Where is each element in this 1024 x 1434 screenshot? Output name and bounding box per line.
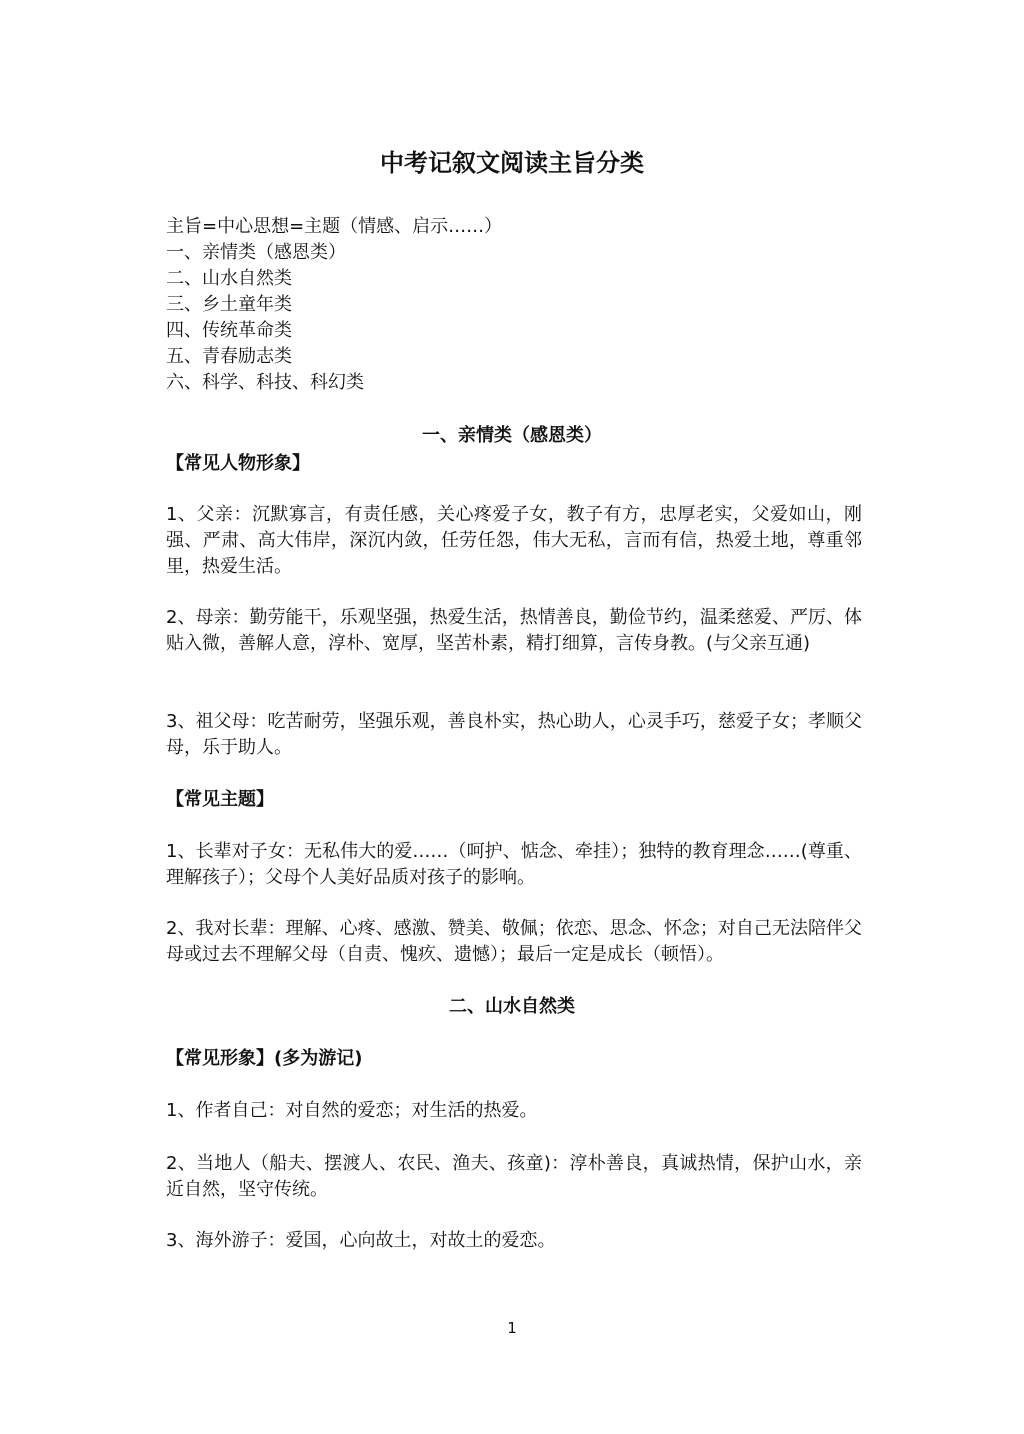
- category-list-item: 三、乡土童年类: [166, 294, 292, 315]
- paragraph-locals: 2、当地人（船夫、摆渡人、农民、渔夫、孩童)：淳朴善良，真诚热情，保护山水，亲近自然，坚守传统。: [166, 1153, 862, 1200]
- document-title: 中考记叙文阅读主旨分类: [380, 149, 644, 177]
- category-list-item: 四、传统革命类: [166, 320, 292, 341]
- subheading-characters: 【常见人物形象】: [166, 453, 310, 474]
- paragraph-grandparents: 3、祖父母：吃苦耐劳，坚强乐观，善良朴实，热心助人，心灵手巧，慈爱子女；孝顺父母，乐于助人。: [166, 711, 862, 758]
- paragraph-elders-to-children: 1、长辈对子女：无私伟大的爱……（呵护、惦念、牵挂）；独特的教育理念……(尊重、理解孩子）；父母个人美好品质对孩子的影响。: [166, 841, 862, 888]
- page-number: 1: [507, 1319, 517, 1337]
- paragraph-author-self: 1、作者自己：对自然的爱恋；对生活的热爱。: [166, 1100, 538, 1121]
- category-list-item: 五、青春励志类: [166, 346, 292, 367]
- theme-definition: 主旨=中心思想=主题（情感、启示……）: [166, 216, 503, 237]
- subheading-images: 【常见形象】(多为游记): [166, 1048, 363, 1069]
- section-heading-family: 一、亲情类（感恩类）: [422, 425, 602, 446]
- paragraph-overseas-wanderer: 3、海外游子：爱国，心向故土，对故土的爱恋。: [166, 1230, 556, 1251]
- paragraph-me-to-elders: 2、我对长辈：理解、心疼、感激、赞美、敬佩；依恋、思念、怀念；对自己无法陪伴父母或过去不理解父母（自责、愧疚、遗憾）；最后一定是成长（顿悟）。: [166, 918, 862, 965]
- category-list-item: 六、科学、科技、科幻类: [166, 372, 364, 393]
- section-heading-nature: 二、山水自然类: [449, 996, 575, 1017]
- category-list-item: 二、山水自然类: [166, 268, 292, 289]
- paragraph-father: 1、父亲：沉默寡言，有责任感，关心疼爱子女，教子有方，忠厚老实，父爱如山，刚强、严肃、高大伟岸，深沉内敛，任劳任怨，伟大无私，言而有信，热爱土地，尊重邻里，热爱生活。: [166, 504, 862, 577]
- paragraph-mother: 2、母亲：勤劳能干，乐观坚强，热爱生活，热情善良，勤俭节约，温柔慈爱、严厉、体贴入微，善解人意，淳朴、宽厚，坚苦朴素，精打细算，言传身教。(与父亲互通): [166, 607, 862, 654]
- category-list-item: 一、亲情类（感恩类）: [166, 242, 346, 263]
- subheading-themes: 【常见主题】: [166, 789, 274, 810]
